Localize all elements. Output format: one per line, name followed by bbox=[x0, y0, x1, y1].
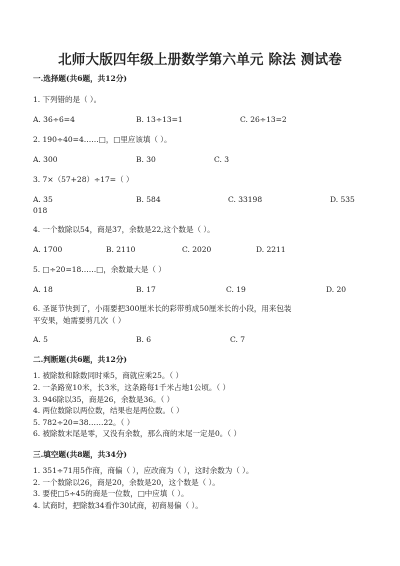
question-6-option-a: A. 5 bbox=[33, 335, 48, 344]
fill-in-item-4: 4. 试商时，把除数34看作30试商，初商易偏（ ）。 bbox=[33, 501, 203, 510]
question-3-option-a: A. 35 bbox=[33, 195, 53, 204]
question-4-stem: 4. 一个数除以54，商是37，余数是22,这个数是（ ）。 bbox=[33, 225, 215, 234]
question-4-option-b: B. 2110 bbox=[106, 245, 136, 254]
question-1-stem: 1. 下列错的是（ ）。 bbox=[33, 95, 102, 104]
question-1-option-a: A. 36÷6=4 bbox=[33, 115, 75, 124]
judgement-item-5: 5. 782÷20=38……22。（ ） bbox=[33, 418, 135, 427]
question-3-option-c: C. 33198 bbox=[228, 195, 263, 204]
question-1-option-b: B. 13÷13=1 bbox=[136, 115, 183, 124]
page-title: 北师大版四年级上册数学第六单元 除法 测试卷 bbox=[58, 52, 342, 68]
question-5-stem: 5. □÷20=18……□，余数最大是（ ） bbox=[33, 265, 166, 274]
question-2-option-c: C. 3 bbox=[214, 155, 230, 164]
judgement-item-6: 6. 被除数末尾是零，又没有余数，那么商的末尾一定是0。（ ） bbox=[33, 429, 241, 438]
question-2-option-b: B. 30 bbox=[136, 155, 156, 164]
section-header-judgement: 二.判断题(共6题，共12分) bbox=[33, 355, 128, 364]
judgement-item-1: 1. 被除数和除数同时乘5，商就应乘25。（ ） bbox=[33, 371, 183, 380]
question-3-option-b: B. 584 bbox=[136, 195, 161, 204]
question-2-option-a: A. 300 bbox=[33, 155, 58, 164]
fill-in-item-3: 3. 要使□5÷45的商是一位数，□中应填（ ）。 bbox=[33, 489, 189, 498]
question-6-option-c: C. 7 bbox=[230, 335, 246, 344]
question-4-option-d: D. 2211 bbox=[256, 245, 286, 254]
question-3-option-d: D. 535 bbox=[330, 195, 355, 204]
question-5-option-b: B. 17 bbox=[136, 285, 156, 294]
fill-in-item-1: 1. 351÷71用5作商，商偏（ ），应改商为（ ），这时余数为（ ）。 bbox=[33, 466, 254, 475]
question-2-stem: 2. 190÷40=4……□，□里应该填（ ）。 bbox=[33, 135, 172, 144]
question-4-option-a: A. 1700 bbox=[33, 245, 63, 254]
question-5-option-c: C. 19 bbox=[226, 285, 246, 294]
question-6-option-b: B. 6 bbox=[136, 335, 152, 344]
question-6-stem-line-2: 平安果，她需要剪几次（ ） bbox=[33, 316, 126, 325]
section-header-fill-in: 三.填空题(共8题，共34分) bbox=[33, 450, 128, 459]
question-5-option-d: D. 20 bbox=[326, 285, 347, 294]
judgement-item-4: 4. 两位数除以两位数，结果也是两位数。（ ） bbox=[33, 406, 184, 415]
question-1-option-c: C. 26÷13=2 bbox=[240, 115, 287, 124]
fill-in-item-2: 2. 一个数除以26，商是20，余数是20，这个数是（ ）。 bbox=[33, 478, 220, 487]
question-6-stem-line-1: 6. 圣诞节快到了，小雨要把300厘米长的彩带剪成50厘米长的小段，用来包装 bbox=[33, 304, 292, 313]
question-5-option-a: A. 18 bbox=[33, 285, 53, 294]
judgement-item-2: 2. 一条路宽10米，长3米，这条路每1千米占地1公顷。（ ） bbox=[33, 383, 231, 392]
section-header-choice: 一.选择题(共6题，共12分) bbox=[33, 74, 128, 83]
question-4-option-c: C. 2020 bbox=[182, 245, 212, 254]
judgement-item-3: 3. 946除以35，商是26，余数是36。（ ） bbox=[33, 395, 175, 404]
question-3-stem: 3. 7×（57+28）÷17=（ ） bbox=[33, 175, 134, 184]
question-3-option-d-wrap: 018 bbox=[33, 206, 48, 215]
